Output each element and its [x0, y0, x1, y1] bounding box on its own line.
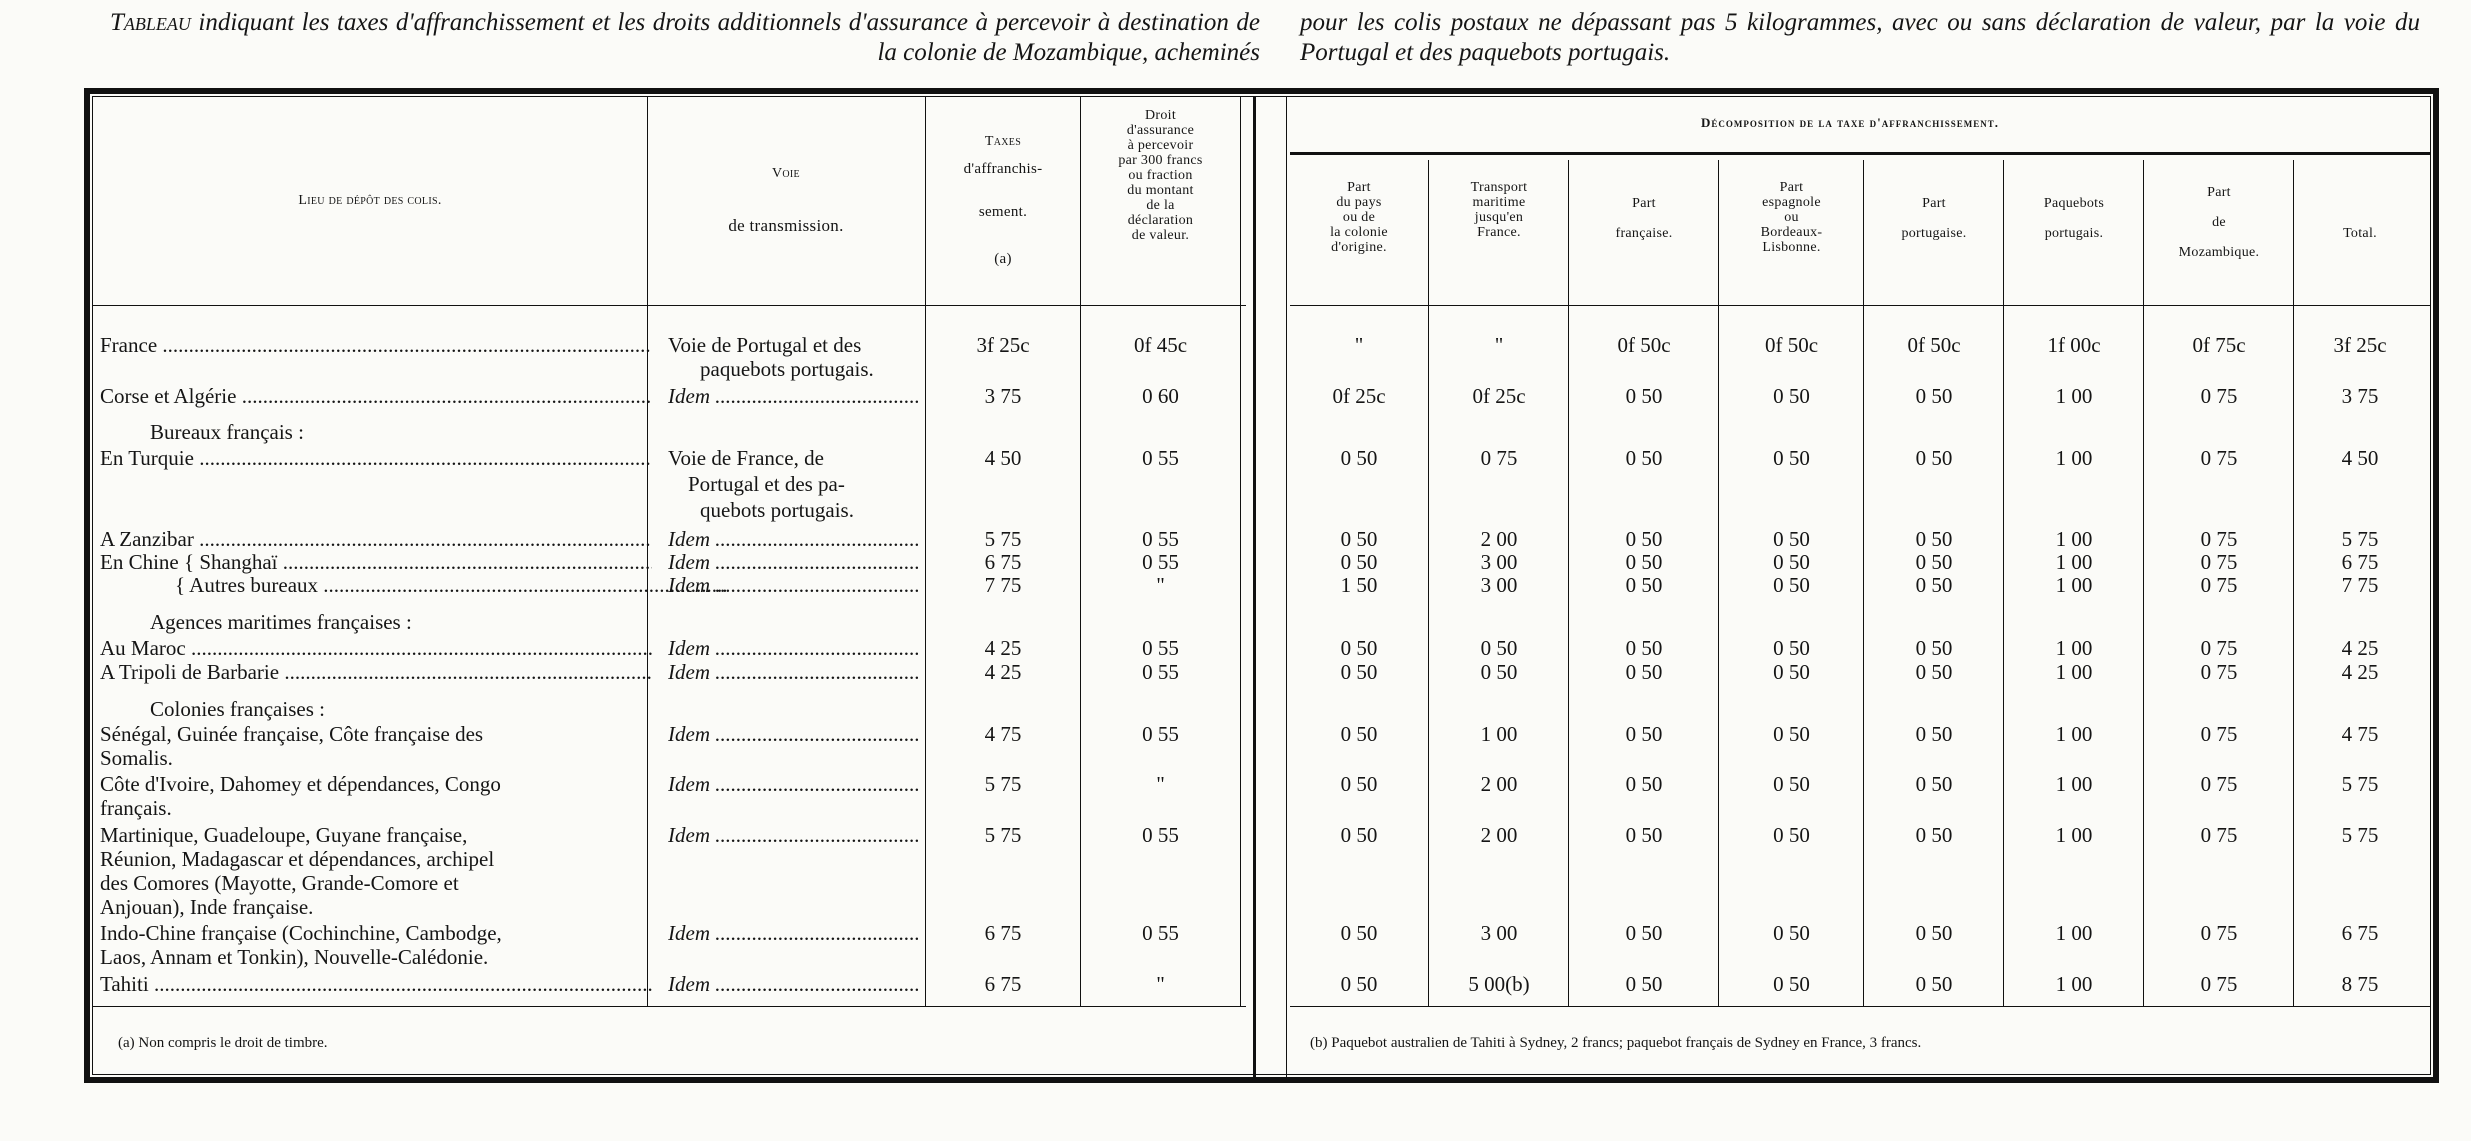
table-row — [0, 333, 2471, 358]
table-row — [0, 610, 2471, 635]
taxe-cell: 4 50 — [984, 446, 1022, 470]
part-pays-cell: " — [1354, 333, 1364, 357]
table-row — [0, 746, 2471, 771]
table-row — [0, 573, 2471, 598]
caption-left-text: indiquant les taxes d'affranchissement et les droits additionnels d'assurance à percevoir à destination de la colonie de Mozambique, acheminés — [190, 9, 1260, 66]
part-mozambique-cell: 0 75 — [2200, 527, 2238, 551]
table-caption-left — [110, 8, 1260, 68]
table-row — [0, 636, 2471, 661]
table-row — [0, 472, 2471, 497]
col-header-part-mozambique: Part de Mozambique. — [2178, 185, 2260, 260]
lieu-cell: { Autres bureaux ..... — [175, 573, 727, 598]
droit-cell: " — [1156, 573, 1165, 597]
paquebots-cell: 1 00 — [2055, 446, 2093, 470]
part-mozambique-cell: 0 75 — [2200, 550, 2238, 574]
part-mozambique-cell: 0 75 — [2200, 921, 2238, 945]
lieu-cell: Martinique, Guadeloupe, Guyane française, — [100, 823, 468, 847]
droit-cell: " — [1156, 972, 1165, 996]
paquebots-cell: 1 00 — [2055, 722, 2093, 746]
part-portugaise-cell: 0 50 — [1915, 573, 1953, 597]
voie-cell: quebots portugais. — [700, 498, 854, 522]
col-header-voie-1: Voie — [772, 166, 800, 181]
part-mozambique-cell: 0 75 — [2200, 660, 2238, 684]
col-header-transport: Transport maritime jusqu'en France. — [1470, 180, 1528, 240]
paquebots-cell: 1 00 — [2055, 772, 2093, 796]
table-row — [0, 446, 2471, 471]
col-header-part-francaise: Part française. — [1615, 196, 1673, 241]
droit-cell: 0 55 — [1142, 636, 1179, 660]
voie-cell: Idem ..... — [668, 772, 918, 797]
taxe-cell: 3f 25c — [976, 333, 1030, 357]
col-header-lieu: Lieu de dépôt des colis. — [298, 193, 442, 208]
part-espagnole-cell: 0 50 — [1773, 823, 1810, 847]
taxe-cell: 5 75 — [984, 527, 1022, 551]
table-row — [0, 895, 2471, 920]
part-portugaise-cell: 0 50 — [1915, 972, 1953, 996]
part-portugaise-cell: 0 50 — [1915, 636, 1953, 660]
part-mozambique-cell: 0 75 — [2200, 722, 2238, 746]
total-cell: 8 75 — [2341, 972, 2379, 996]
part-pays-cell: 0 50 — [1340, 446, 1378, 470]
col-header-total: Total. — [2343, 226, 2377, 241]
table-row — [0, 772, 2471, 797]
voie-cell: paquebots portugais. — [700, 357, 874, 381]
table-caption-right: pour les colis postaux ne dépassant pas 5 kilogrammes, avec ou sans déclaration de valeur, par la voie du Portugal et des paquebots portugais. — [1300, 9, 2420, 66]
droit-cell: 0 60 — [1142, 384, 1179, 408]
taxe-cell: 4 75 — [984, 722, 1022, 746]
droit-cell: 0 55 — [1142, 527, 1179, 551]
lieu-cell: France ..... — [100, 333, 652, 358]
voie-cell: Idem ..... — [668, 823, 918, 848]
voie-cell: Idem ..... — [668, 550, 918, 575]
paquebots-cell: 1 00 — [2055, 573, 2093, 597]
paquebots-cell: 1 00 — [2055, 550, 2093, 574]
part-espagnole-cell: 0 50 — [1773, 660, 1810, 684]
table-row — [0, 823, 2471, 848]
paquebots-cell: 1 00 — [2055, 823, 2093, 847]
paquebots-cell: 1 00 — [2055, 384, 2093, 408]
voie-cell: Idem ..... — [668, 636, 918, 661]
part-portugaise-cell: 0 50 — [1915, 921, 1953, 945]
paquebots-cell: 1 00 — [2055, 527, 2093, 551]
lieu-cell: A Zanzibar ..... — [100, 527, 652, 552]
transport-cell: 0 75 — [1480, 446, 1518, 470]
lieu-cell: Colonies françaises : — [150, 697, 325, 721]
lieu-cell: Anjouan), Inde française. — [100, 895, 314, 919]
voie-cell: Idem ..... — [668, 527, 918, 552]
taxe-cell: 4 25 — [984, 636, 1022, 660]
droit-cell: 0 55 — [1142, 660, 1179, 684]
droit-cell: 0 55 — [1142, 722, 1179, 746]
part-portugaise-cell: 0 50 — [1915, 823, 1953, 847]
total-cell: 3 75 — [2341, 384, 2379, 408]
total-cell: 4 50 — [2341, 446, 2379, 470]
table-row — [0, 847, 2471, 872]
paquebots-cell: 1f 00c — [2047, 333, 2101, 357]
part-espagnole-cell: 0 50 — [1773, 722, 1810, 746]
col-header-part-portugaise: Part portugaise. — [1901, 196, 1967, 241]
lieu-cell: Côte d'Ivoire, Dahomey et dépendances, Congo — [100, 772, 501, 796]
transport-cell: 1 00 — [1480, 722, 1518, 746]
taxe-cell: 3 75 — [984, 384, 1022, 408]
part-francaise-cell: 0 50 — [1625, 636, 1663, 660]
part-pays-cell: 0 50 — [1340, 636, 1378, 660]
part-mozambique-cell: 0 75 — [2200, 772, 2238, 796]
transport-cell: 0 50 — [1480, 660, 1518, 684]
part-francaise-cell: 0 50 — [1625, 660, 1663, 684]
voie-cell: Voie de France, de — [668, 446, 824, 470]
voie-cell: Idem ..... — [668, 722, 918, 747]
part-espagnole-cell: 0 50 — [1773, 573, 1810, 597]
total-cell: 6 75 — [2341, 550, 2379, 574]
part-francaise-cell: 0 50 — [1625, 921, 1663, 945]
droit-cell: 0f 45c — [1133, 333, 1188, 357]
part-pays-cell: 1 50 — [1340, 573, 1378, 597]
part-espagnole-cell: 0 50 — [1773, 527, 1810, 551]
table-row — [0, 660, 2471, 685]
part-mozambique-cell: 0 75 — [2200, 823, 2238, 847]
paquebots-cell: 1 00 — [2055, 636, 2093, 660]
transport-cell: 0 50 — [1480, 636, 1518, 660]
part-francaise-cell: 0 50 — [1625, 573, 1663, 597]
part-mozambique-cell: 0 75 — [2200, 972, 2238, 996]
lieu-cell: En Chine { Shanghaï ..... — [100, 550, 652, 575]
taxe-cell: 7 75 — [984, 573, 1022, 597]
col-header-taxes-1: Taxes — [984, 134, 1022, 149]
table-row — [0, 384, 2471, 409]
total-cell: 6 75 — [2341, 921, 2379, 945]
part-portugaise-cell: 0 50 — [1915, 446, 1953, 470]
part-francaise-cell: 0 50 — [1625, 527, 1663, 551]
lieu-cell: Réunion, Madagascar et dépendances, archipel — [100, 847, 495, 871]
part-espagnole-cell: 0 50 — [1773, 772, 1810, 796]
decomposition-title: Décomposition de la taxe d'affranchissement. — [1700, 115, 2000, 130]
part-portugaise-cell: 0 50 — [1915, 660, 1953, 684]
lieu-cell: A Tripoli de Barbarie ..... — [100, 660, 652, 685]
part-pays-cell: 0 50 — [1340, 921, 1378, 945]
total-cell: 5 75 — [2341, 823, 2379, 847]
col-header-part-espagnole: Part espagnole ou Bordeaux- Lisbonne. — [1760, 180, 1823, 255]
part-pays-cell: 0 50 — [1340, 972, 1378, 996]
taxe-cell: 6 75 — [984, 921, 1022, 945]
total-cell: 4 25 — [2341, 636, 2379, 660]
table-row — [0, 420, 2471, 445]
col-header-paquebots: Paquebots portugais. — [2043, 196, 2105, 241]
lieu-cell: Corse et Algérie ..... — [100, 384, 652, 409]
col-header-taxes-3: sement. — [978, 204, 1028, 220]
part-mozambique-cell: 0 75 — [2200, 573, 2238, 597]
lieu-cell: Indo-Chine française (Cochinchine, Cambodge, — [100, 921, 502, 945]
table-row — [0, 945, 2471, 970]
part-pays-cell: 0 50 — [1340, 722, 1378, 746]
part-espagnole-cell: 0 50 — [1773, 972, 1810, 996]
caption-caps: Tableau — [110, 9, 191, 36]
part-portugaise-cell: 0f 50c — [1907, 333, 1961, 357]
table-row — [0, 722, 2471, 747]
part-francaise-cell: 0 50 — [1625, 446, 1663, 470]
part-mozambique-cell: 0 75 — [2200, 446, 2238, 470]
part-pays-cell: 0 50 — [1340, 527, 1378, 551]
part-espagnole-cell: 0f 50c — [1764, 333, 1819, 357]
part-mozambique-cell: 0f 75c — [2192, 333, 2246, 357]
total-cell: 4 25 — [2341, 660, 2379, 684]
voie-cell: Portugal et des pa- — [688, 472, 845, 496]
part-pays-cell: 0f 25c — [1332, 384, 1386, 408]
total-cell: 5 75 — [2341, 772, 2379, 796]
droit-cell: " — [1156, 772, 1165, 796]
taxe-cell: 6 75 — [984, 972, 1022, 996]
part-francaise-cell: 0f 50c — [1617, 333, 1671, 357]
lieu-cell: Agences maritimes françaises : — [150, 610, 412, 634]
table-row — [0, 550, 2471, 575]
part-pays-cell: 0 50 — [1340, 660, 1378, 684]
table-row — [0, 871, 2471, 896]
paquebots-cell: 1 00 — [2055, 660, 2093, 684]
col-header-taxes-4: (a) — [994, 251, 1012, 267]
part-portugaise-cell: 0 50 — [1915, 550, 1953, 574]
droit-cell: 0 55 — [1142, 550, 1179, 574]
voie-cell: Idem ..... — [668, 573, 918, 598]
transport-cell: 2 00 — [1480, 772, 1518, 796]
transport-cell: 2 00 — [1480, 823, 1518, 847]
transport-cell: 3 00 — [1480, 921, 1518, 945]
part-francaise-cell: 0 50 — [1625, 384, 1663, 408]
lieu-cell: Somalis. — [100, 746, 173, 770]
voie-cell: Idem ..... — [668, 660, 918, 685]
droit-cell: 0 55 — [1142, 823, 1179, 847]
lieu-cell: Laos, Annam et Tonkin), Nouvelle-Calédonie. — [100, 945, 489, 969]
table-row — [0, 498, 2471, 523]
total-cell: 7 75 — [2341, 573, 2379, 597]
lieu-cell: des Comores (Mayotte, Grande-Comore et — [100, 871, 459, 895]
part-mozambique-cell: 0 75 — [2200, 636, 2238, 660]
lieu-cell: Bureaux français : — [150, 420, 304, 444]
part-francaise-cell: 0 50 — [1625, 772, 1663, 796]
part-francaise-cell: 0 50 — [1625, 722, 1663, 746]
transport-cell: 2 00 — [1480, 527, 1518, 551]
part-portugaise-cell: 0 50 — [1915, 722, 1953, 746]
lieu-cell: En Turquie ..... — [100, 446, 652, 471]
lieu-cell: Tahiti ..... — [100, 972, 652, 997]
col-header-taxes-2: d'affranchis- — [963, 161, 1043, 177]
transport-cell: 0f 25c — [1472, 384, 1526, 408]
voie-cell: Idem ..... — [668, 384, 918, 409]
footnote-a: (a) Non compris le droit de timbre. — [118, 1035, 328, 1051]
part-espagnole-cell: 0 50 — [1773, 636, 1810, 660]
transport-cell: 5 00(b) — [1468, 972, 1530, 996]
voie-cell: Voie de Portugal et des — [668, 333, 862, 357]
total-cell: 3f 25c — [2333, 333, 2387, 357]
col-header-voie-2: de transmission. — [728, 216, 844, 235]
transport-cell: 3 00 — [1480, 550, 1518, 574]
part-portugaise-cell: 0 50 — [1915, 384, 1953, 408]
part-pays-cell: 0 50 — [1340, 550, 1378, 574]
droit-cell: 0 55 — [1142, 446, 1179, 470]
voie-cell: Idem ..... — [668, 972, 918, 997]
lieu-cell: Au Maroc ..... — [100, 636, 652, 661]
voie-cell: Idem ..... — [668, 921, 918, 946]
part-espagnole-cell: 0 50 — [1773, 384, 1810, 408]
part-francaise-cell: 0 50 — [1625, 823, 1663, 847]
part-francaise-cell: 0 50 — [1625, 550, 1663, 574]
part-espagnole-cell: 0 50 — [1773, 550, 1810, 574]
total-cell: 4 75 — [2341, 722, 2379, 746]
table-row — [0, 697, 2471, 722]
total-cell: 5 75 — [2341, 527, 2379, 551]
table-row — [0, 527, 2471, 552]
table-row — [0, 972, 2471, 997]
part-pays-cell: 0 50 — [1340, 772, 1378, 796]
part-portugaise-cell: 0 50 — [1915, 772, 1953, 796]
col-header-droit: Droit d'assurance à percevoir par 300 francs ou fraction du montant de la déclaration de valeur. — [1118, 108, 1203, 243]
part-mozambique-cell: 0 75 — [2200, 384, 2238, 408]
taxe-cell: 5 75 — [984, 772, 1022, 796]
droit-cell: 0 55 — [1142, 921, 1179, 945]
paquebots-cell: 1 00 — [2055, 972, 2093, 996]
table-row — [0, 796, 2471, 821]
taxe-cell: 6 75 — [984, 550, 1022, 574]
taxe-cell: 4 25 — [984, 660, 1022, 684]
part-portugaise-cell: 0 50 — [1915, 527, 1953, 551]
lieu-cell: français. — [100, 796, 172, 820]
footnote-b: (b) Paquebot australien de Tahiti à Sydney, 2 francs; paquebot français de Sydney en France, 3 francs. — [1310, 1035, 1922, 1051]
part-francaise-cell: 0 50 — [1625, 972, 1663, 996]
taxe-cell: 5 75 — [984, 823, 1022, 847]
col-header-part-pays: Part du pays ou de la colonie d'origine. — [1330, 180, 1388, 255]
table-row — [0, 921, 2471, 946]
transport-cell: 3 00 — [1480, 573, 1518, 597]
paquebots-cell: 1 00 — [2055, 921, 2093, 945]
transport-cell: " — [1494, 333, 1504, 357]
part-pays-cell: 0 50 — [1340, 823, 1378, 847]
part-espagnole-cell: 0 50 — [1773, 446, 1810, 470]
table-row — [0, 357, 2471, 382]
lieu-cell: Sénégal, Guinée française, Côte française des — [100, 722, 484, 746]
part-espagnole-cell: 0 50 — [1773, 921, 1810, 945]
